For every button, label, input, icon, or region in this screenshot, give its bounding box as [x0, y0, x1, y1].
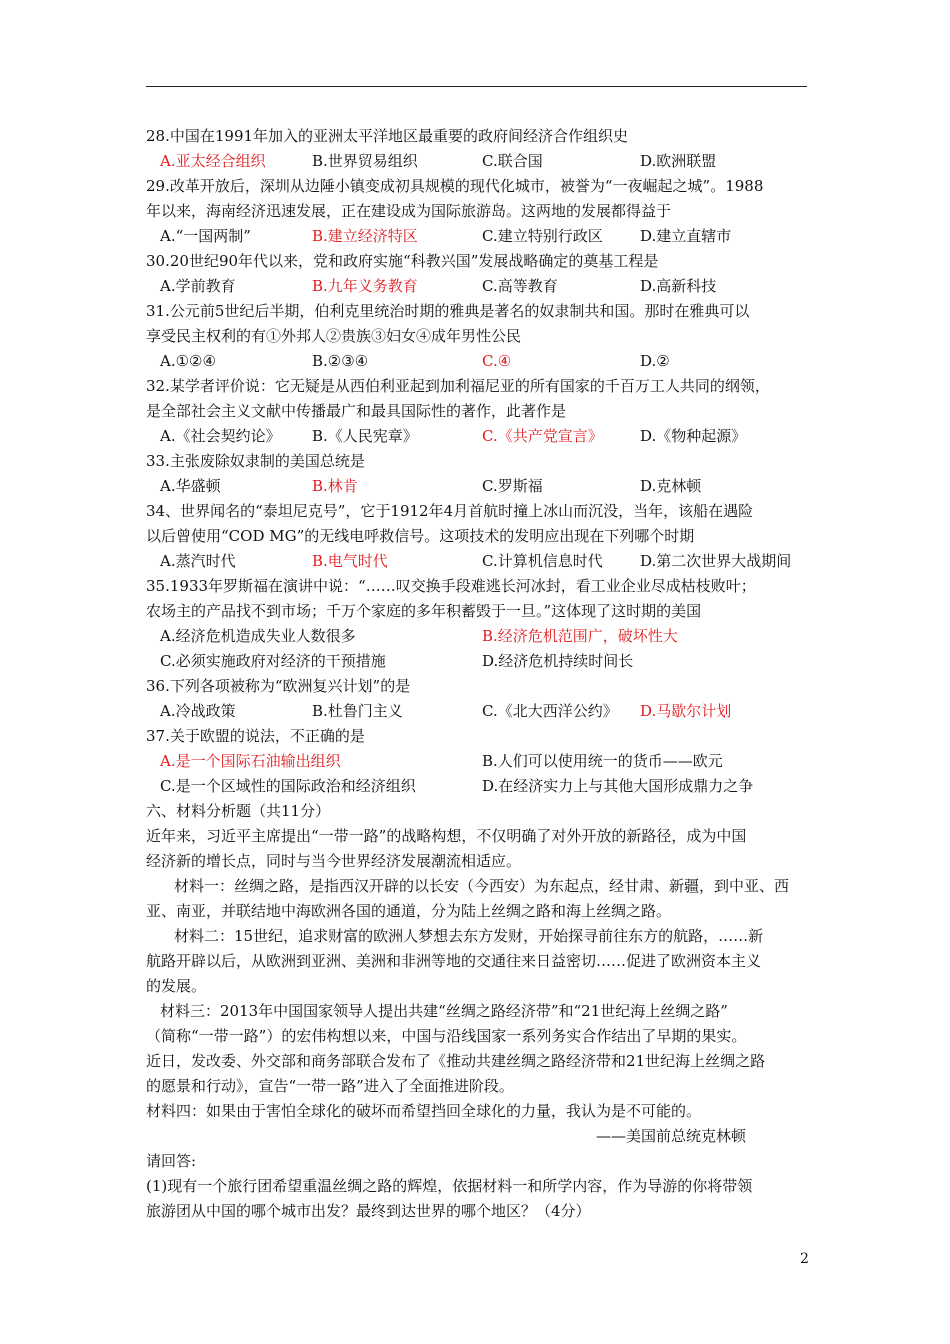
question-list: [146, 124, 826, 799]
question-block: [146, 499, 826, 574]
question-stem: 30.20世纪90年代以来，党和政府实施“科教兴国”发展战略确定的奠基工程是: [146, 252, 659, 270]
question-block: [146, 449, 826, 499]
answer-option: D.第二次世界大战期间: [640, 552, 792, 570]
question-stem: 35.1933年罗斯福在演讲中说：“……叹交换手段难逃长河冰封，看工业企业尽成枯枝败叶；: [146, 577, 756, 595]
question-stem: 34、世界闻名的“泰坦尼克号”，它于1912年4月首航时撞上冰山而沉没，当年，该船在遇险: [146, 502, 754, 520]
answer-option: A.蒸汽时代: [160, 552, 236, 570]
answer-option: A.经济危机造成失业人数很多: [160, 627, 356, 645]
answer-option-correct: B.建立经济特区: [312, 227, 418, 245]
material2-line-3: 的发展。: [146, 977, 207, 995]
question-stem: 以后曾使用“COD MG”的无线电呼救信号。这项技术的发明应出现在下列哪个时期: [146, 527, 695, 545]
answer-option: C.高等教育: [482, 277, 558, 295]
answer-option-correct: D.马歇尔计划: [640, 702, 732, 720]
answer-option: A.①②④: [160, 352, 216, 370]
question-stem: 29.改革开放后，深圳从边陲小镇变成初具规模的现代化城市，被誉为“一夜崛起之城”。1988: [146, 177, 764, 195]
question-stem: 享受民主权利的有①外邦人②贵族③妇女④成年男性公民: [146, 327, 522, 345]
question-stem: 年以来，海南经济迅速发展，正在建设成为国际旅游岛。这两地的发展都得益于: [146, 202, 672, 220]
material2-line-1: 材料二：15世纪，追求财富的欧洲人梦想去东方发财，开始探寻前往东方的航路，……新: [174, 927, 764, 945]
answer-option: A.冷战政策: [160, 702, 236, 720]
sub-question-1-line-2: 旅游团从中国的哪个城市出发？最终到达世界的哪个地区？（4分）: [146, 1202, 591, 1220]
material4-attribution: ——美国前总统克林顿: [596, 1127, 747, 1145]
question-stem: 33.主张废除奴隶制的美国总统是: [146, 452, 365, 470]
material3-line-4: 的愿景和行动》，宣告“一带一路”进入了全面推进阶段。: [146, 1077, 514, 1095]
question-stem: 农场主的产品找不到市场；千万个家庭的多年积蓄毁于一旦。”这体现了这时期的美国: [146, 602, 702, 620]
option-row: [146, 274, 826, 299]
answer-option: B.《人民宪章》: [312, 427, 418, 445]
answer-option: C.《北大西洋公约》: [482, 702, 618, 720]
option-row: [146, 649, 826, 674]
option-row: [146, 149, 826, 174]
answer-option: D.建立直辖市: [640, 227, 732, 245]
option-row: [146, 699, 826, 724]
answer-option-correct: A.是一个国际石油输出组织: [160, 752, 341, 770]
answer-option: C.建立特别行政区: [482, 227, 603, 245]
answer-option: A.学前教育: [160, 277, 236, 295]
answer-option: D.②: [640, 352, 670, 370]
question-block: [146, 724, 826, 799]
intro-line-1: 近年来，习近平主席提出“一带一路”的战略构想，不仅明确了对外开放的新路径，成为中国: [146, 827, 747, 845]
material3-line-3: 近日，发改委、外交部和商务部联合发布了《推动共建丝绸之路经济带和21世纪海上丝绸之路: [146, 1052, 766, 1070]
material1-line-1: 材料一：丝绸之路，是指西汉开辟的以长安（今西安）为东起点，经甘肃、新疆，到中亚、西: [174, 877, 790, 895]
answer-option: D.高新科技: [640, 277, 717, 295]
question-block: [146, 249, 826, 299]
answer-option: B.②③④: [312, 352, 369, 370]
question-block: [146, 574, 826, 674]
question-block: [146, 674, 826, 724]
question-stem: 32.某学者评价说：它无疑是从西伯利亚起到加利福尼亚的所有国家的千百万工人共同的纲领，: [146, 377, 770, 395]
material4-line: 材料四：如果由于害怕全球化的破坏而希望挡回全球化的力量，我认为是不可能的。: [146, 1102, 702, 1120]
material3-line-1: 材料三：2013年中国国家领导人提出共建“丝绸之路经济带”和“21世纪海上丝绸之路”: [160, 1002, 728, 1020]
answer-option: D.欧洲联盟: [640, 152, 717, 170]
answer-option-correct: B.林肯: [312, 477, 358, 495]
section-heading: 六、材料分析题（共11分）: [146, 802, 331, 820]
option-row: [146, 349, 826, 374]
answer-option-correct: B.九年义务教育: [312, 277, 418, 295]
answer-option: A.“一国两制”: [160, 227, 251, 245]
answer-option-correct: B.经济危机范围广，破坏性大: [482, 627, 678, 645]
page-number: 2: [800, 1251, 809, 1267]
answer-option: C.罗斯福: [482, 477, 543, 495]
question-block: [146, 374, 826, 449]
answer-option: C.必须实施政府对经济的干预措施: [160, 652, 386, 670]
question-stem: 是全部社会主义文献中传播最广和最具国际性的著作，此著作是: [146, 402, 567, 420]
answer-option: A.华盛顿: [160, 477, 221, 495]
intro-line-2: 经济新的增长点，同时与当今世界经济发展潮流相适应。: [146, 852, 522, 870]
question-block: [146, 124, 826, 174]
answer-option: D.经济危机持续时间长: [482, 652, 634, 670]
answer-option-correct: A.亚太经合组织: [160, 152, 266, 170]
answer-option: B.世界贸易组织: [312, 152, 418, 170]
answer-option: D.克林顿: [640, 477, 702, 495]
question-block: [146, 174, 826, 249]
answer-option: C.计算机信息时代: [482, 552, 603, 570]
answer-option: C.联合国: [482, 152, 543, 170]
answer-prompt: 请回答:: [146, 1152, 197, 1170]
answer-option-correct: C.④: [482, 352, 512, 370]
option-row: [146, 749, 826, 774]
answer-option-correct: B.电气时代: [312, 552, 388, 570]
answer-option: B.人们可以使用统一的货币——欧元: [482, 752, 723, 770]
answer-option: D.《物种起源》: [640, 427, 747, 445]
sub-question-1-line-1: (1)现有一个旅行团希望重温丝绸之路的辉煌，依据材料一和所学内容，作为导游的你将带领: [146, 1177, 753, 1195]
document-body: [146, 124, 826, 1224]
option-row: [146, 624, 826, 649]
option-row: [146, 549, 826, 574]
material1-line-2: 亚、南亚，并联结地中海欧洲各国的通道，分为陆上丝绸之路和海上丝绸之路。: [146, 902, 672, 920]
question-stem: 28.中国在1991年加入的亚洲太平洋地区最重要的政府间经济合作组织史: [146, 127, 629, 145]
material2-line-2: 航路开辟以后，从欧洲到亚洲、美洲和非洲等地的交通往来日益密切……促进了欧洲资本主义: [146, 952, 762, 970]
option-row: [146, 474, 826, 499]
question-stem: 37.关于欧盟的说法，不正确的是: [146, 727, 365, 745]
header-rule: [146, 86, 807, 87]
question-block: [146, 299, 826, 374]
question-stem: 31.公元前5世纪后半期，伯利克里统治时期的雅典是著名的奴隶制共和国。那时在雅典可以: [146, 302, 750, 320]
option-row: [146, 424, 826, 449]
answer-option-correct: C.《共产党宣言》: [482, 427, 603, 445]
option-row: [146, 774, 826, 799]
option-row: [146, 224, 826, 249]
answer-option: C.是一个区域性的国际政治和经济组织: [160, 777, 416, 795]
answer-option: A.《社会契约论》: [160, 427, 281, 445]
material3-line-2: （简称“一带一路”）的宏伟构想以来，中国与沿线国家一系列务实合作结出了早期的果实。: [146, 1027, 747, 1045]
question-stem: 36.下列各项被称为“欧洲复兴计划”的是: [146, 677, 411, 695]
answer-option: B.杜鲁门主义: [312, 702, 403, 720]
answer-option: D.在经济实力上与其他大国形成鼎力之争: [482, 777, 754, 795]
